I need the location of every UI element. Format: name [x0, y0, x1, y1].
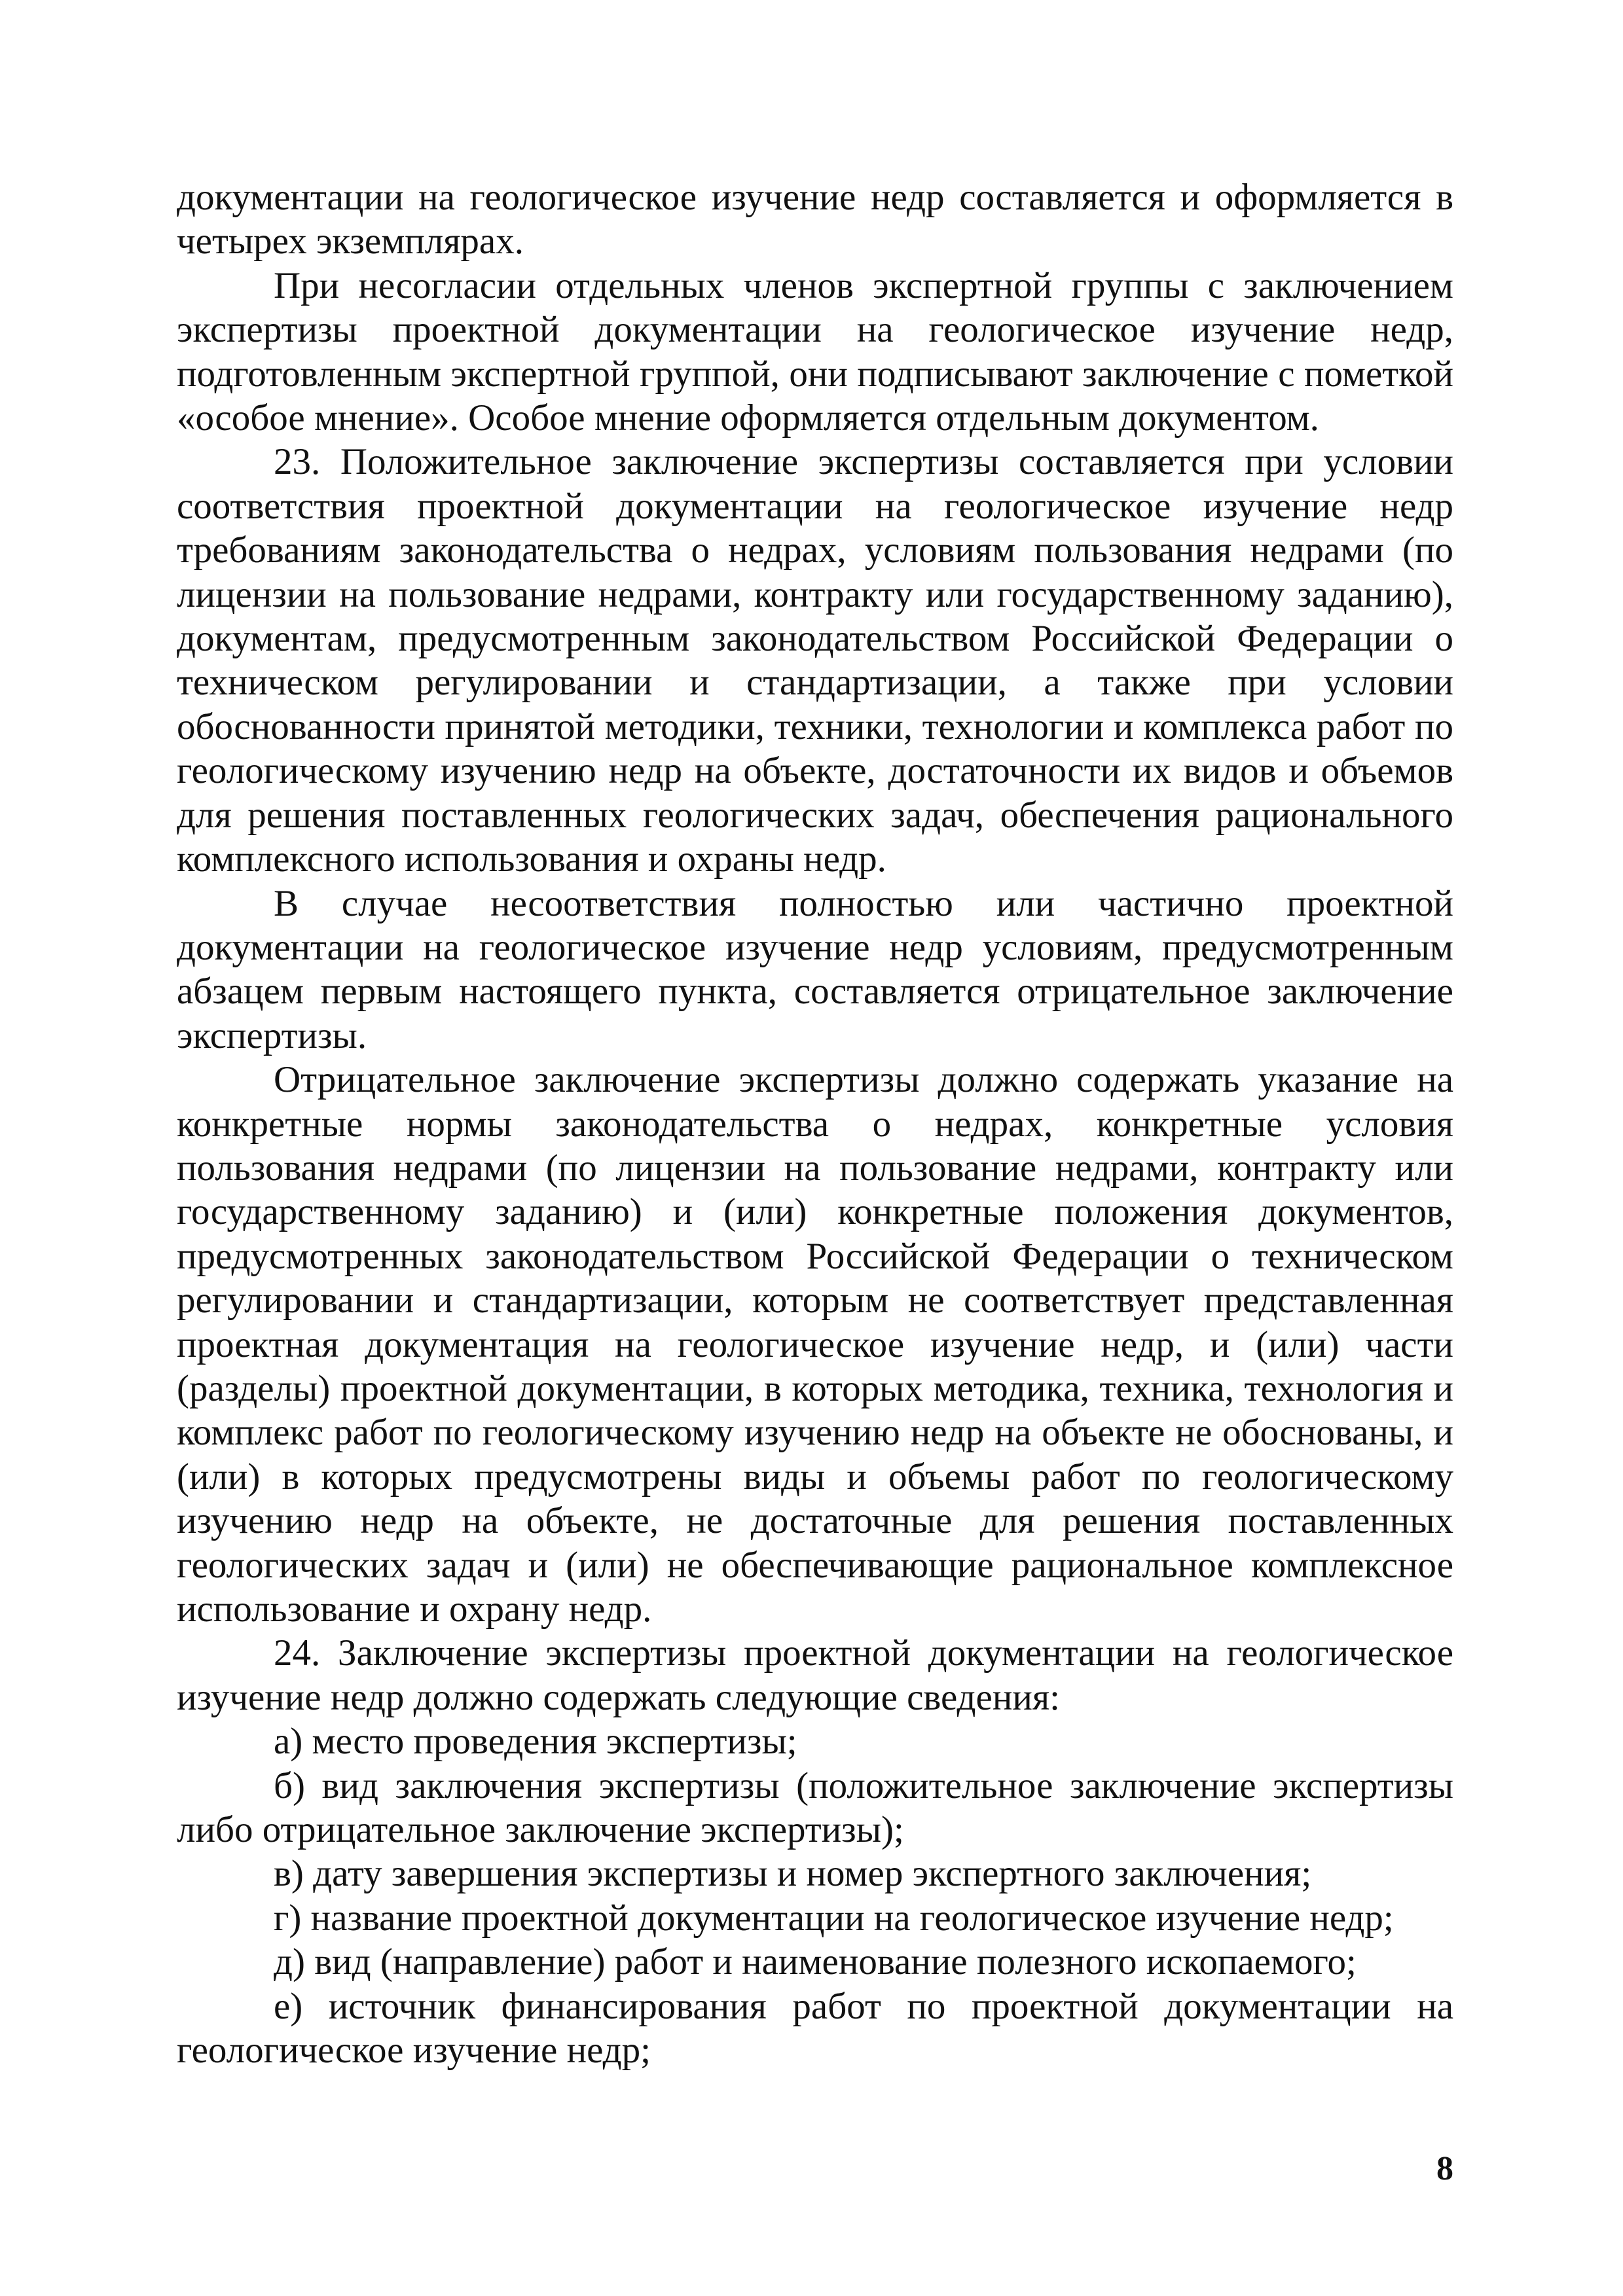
paragraph-noncompliance: В случае несоответствия полностью или частично проектной документации на геологическое изучение недр условиям, предусмотренным абзацем первым настоящего пункта, составляется отрицательное заключение экспертизы. — [177, 882, 1453, 1056]
paragraph-24: 24. Заключение экспертизы проектной документации на геологическое изучение недр должно содержать следующие сведения: — [177, 1632, 1453, 1718]
paragraph-negative-conclusion: Отрицательное заключение экспертизы должно содержать указание на конкретные нормы законодательства о недрах, конкретные условия пользования недрами (по лицензии на пользование недрами, контракту или государственному заданию) и (или) конкретные положения документов, предусмотренных законодательством Российской Федерации о техническом регулировании и стандартизации, которым не соответствует представленная проектная документация на геологическое изучение недр, и (или) части (разделы) проектной документации, в которых методика, техника, технология и комплекс работ по геологическому изучению недр на объекте не обоснованы, и (или) в которых предусмотрены виды и объемы работ по геологическому изучению недр на объекте, не достаточные для решения поставленных геологических задач и (или) не обеспечивающие рациональное комплексное использование и охрану недр. — [177, 1059, 1453, 1630]
list-item-g: г) название проектной документации на геологическое изучение недр; — [274, 1897, 1394, 1939]
paragraph-dissent: При несогласии отдельных членов экспертной группы с заключением экспертизы проектной документации на геологическое изучение недр, подготовленным экспертной группой, они подписывают заключение с пометкой «особое мнение». Особое мнение оформляется отдельным документом. — [177, 264, 1453, 439]
list-item-d: д) вид (направление) работ и наименование полезного ископаемого; — [274, 1941, 1357, 1983]
page-number: 8 — [1436, 2150, 1453, 2187]
paragraph-continuation: документации на геологическое изучение недр составляется и оформляется в четырех экземплярах. — [177, 177, 1453, 262]
list-item-v: в) дату завершения экспертизы и номер экспертного заключения; — [274, 1853, 1312, 1895]
list-item-a: а) место проведения экспертизы; — [274, 1721, 797, 1763]
list-item-b: б) вид заключения экспертизы (положительное заключение экспертизы либо отрицательное заключение экспертизы); — [177, 1765, 1453, 1851]
paragraph-23: 23. Положительное заключение экспертизы составляется при условии соответствия проектной документации на геологическое изучение недр требованиям законодательства о недрах, условиям пользования недрами (по лицензии на пользование недрами, контракту или государственному заданию), документам, предусмотренным законодательством Российской Федерации о техническом регулировании и стандартизации, а также при условии обоснованности принятой методики, техники, технологии и комплекса работ по геологическому изучению недр на объекте, достаточности их видов и объемов для решения поставленных геологических задач, обеспечения рационального комплексного использования и охраны недр. — [177, 441, 1453, 880]
list-item-e: е) источник финансирования работ по проектной документации на геологическое изучение недр; — [177, 1985, 1453, 2072]
body-text — [177, 175, 1453, 2072]
